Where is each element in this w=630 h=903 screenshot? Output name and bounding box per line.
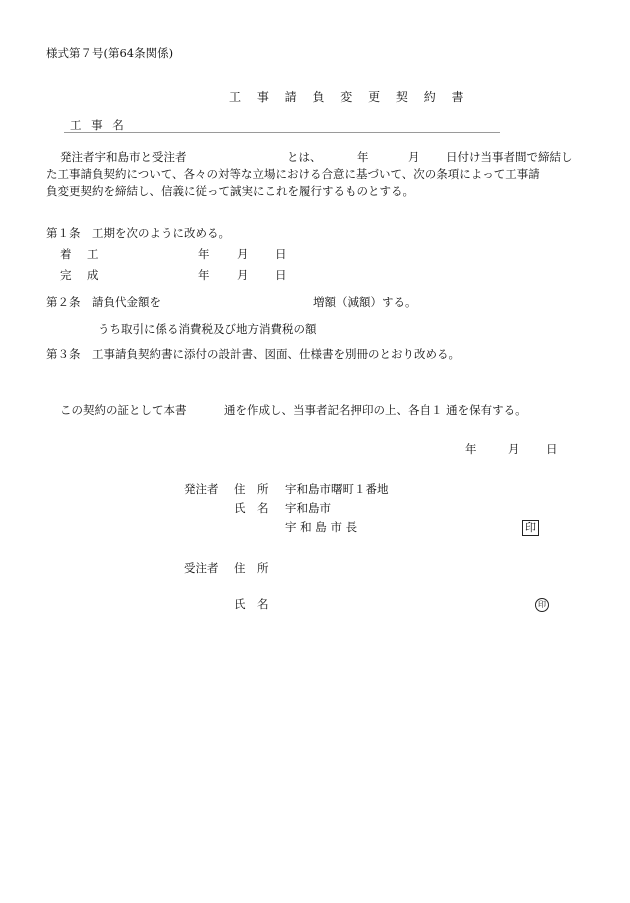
project-name-label: 工 事 名 <box>70 118 127 132</box>
contractor-name-label: 氏 名 <box>234 597 269 611</box>
article1-start-label: 着 工 <box>60 247 101 261</box>
article2-suffix: 増額（減額）する。 <box>313 295 417 309</box>
intro-line2: た工事請負契約について、各々の対等な立場における合意に基づいて、次の条項によって工事請 <box>46 167 540 181</box>
intro-line1-c: 日付け当事者間で締結し <box>446 150 573 164</box>
orderer-address-label: 住 所 <box>234 482 269 496</box>
document-title: 工 事 請 負 変 更 契 約 書 <box>229 90 470 104</box>
date-day: 日 <box>546 442 558 456</box>
contractor-role: 受注者 <box>184 561 219 575</box>
article1-start-day: 日 <box>275 247 287 261</box>
contractor-address-label: 住 所 <box>234 561 269 575</box>
article1-start-year: 年 <box>198 247 210 261</box>
intro-year: 年 <box>357 150 369 164</box>
article1-complete-day: 日 <box>275 268 287 282</box>
article2-heading: 第２条 請負代金額を <box>46 295 161 309</box>
closing-part1: この契約の証として本書 <box>60 403 187 417</box>
closing-part2: 通を作成し、当事者記名押印の上、各自１ 通を保有する。 <box>224 403 527 417</box>
article1-complete-year: 年 <box>198 268 210 282</box>
orderer-name: 宇和島市 <box>285 501 331 515</box>
orderer-seal-box: 印 <box>522 520 539 536</box>
article1-complete-month: 月 <box>237 268 249 282</box>
date-month: 月 <box>508 442 520 456</box>
contractor-seal-mark: 印 <box>535 598 549 612</box>
article2-tax-line: うち取引に係る消費税及び地方消費税の額 <box>98 322 317 336</box>
project-name-underline <box>64 132 500 133</box>
form-number: 様式第７号(第64条関係) <box>46 46 174 60</box>
intro-line3: 負変更契約を締結し、信義に従って誠実にこれを履行するものとする。 <box>46 184 414 198</box>
orderer-title: 宇 和 島 市 長 <box>285 520 358 534</box>
article3-text: 第３条 工事請負契約書に添付の設計書、図面、仕様書を別冊のとおり改める。 <box>46 347 460 361</box>
article1-heading: 第１条 工期を次のように改める。 <box>46 226 230 240</box>
intro-line1-a: 発注者宇和島市と受注者 <box>60 150 187 164</box>
orderer-role: 発注者 <box>184 482 219 496</box>
article1-start-month: 月 <box>237 247 249 261</box>
date-year: 年 <box>465 442 477 456</box>
intro-month: 月 <box>408 150 420 164</box>
article1-complete-label: 完 成 <box>60 268 101 282</box>
orderer-address: 宇和島市曙町１番地 <box>285 482 389 496</box>
intro-line1-b: とは、 <box>287 150 322 164</box>
orderer-name-label: 氏 名 <box>234 501 269 515</box>
